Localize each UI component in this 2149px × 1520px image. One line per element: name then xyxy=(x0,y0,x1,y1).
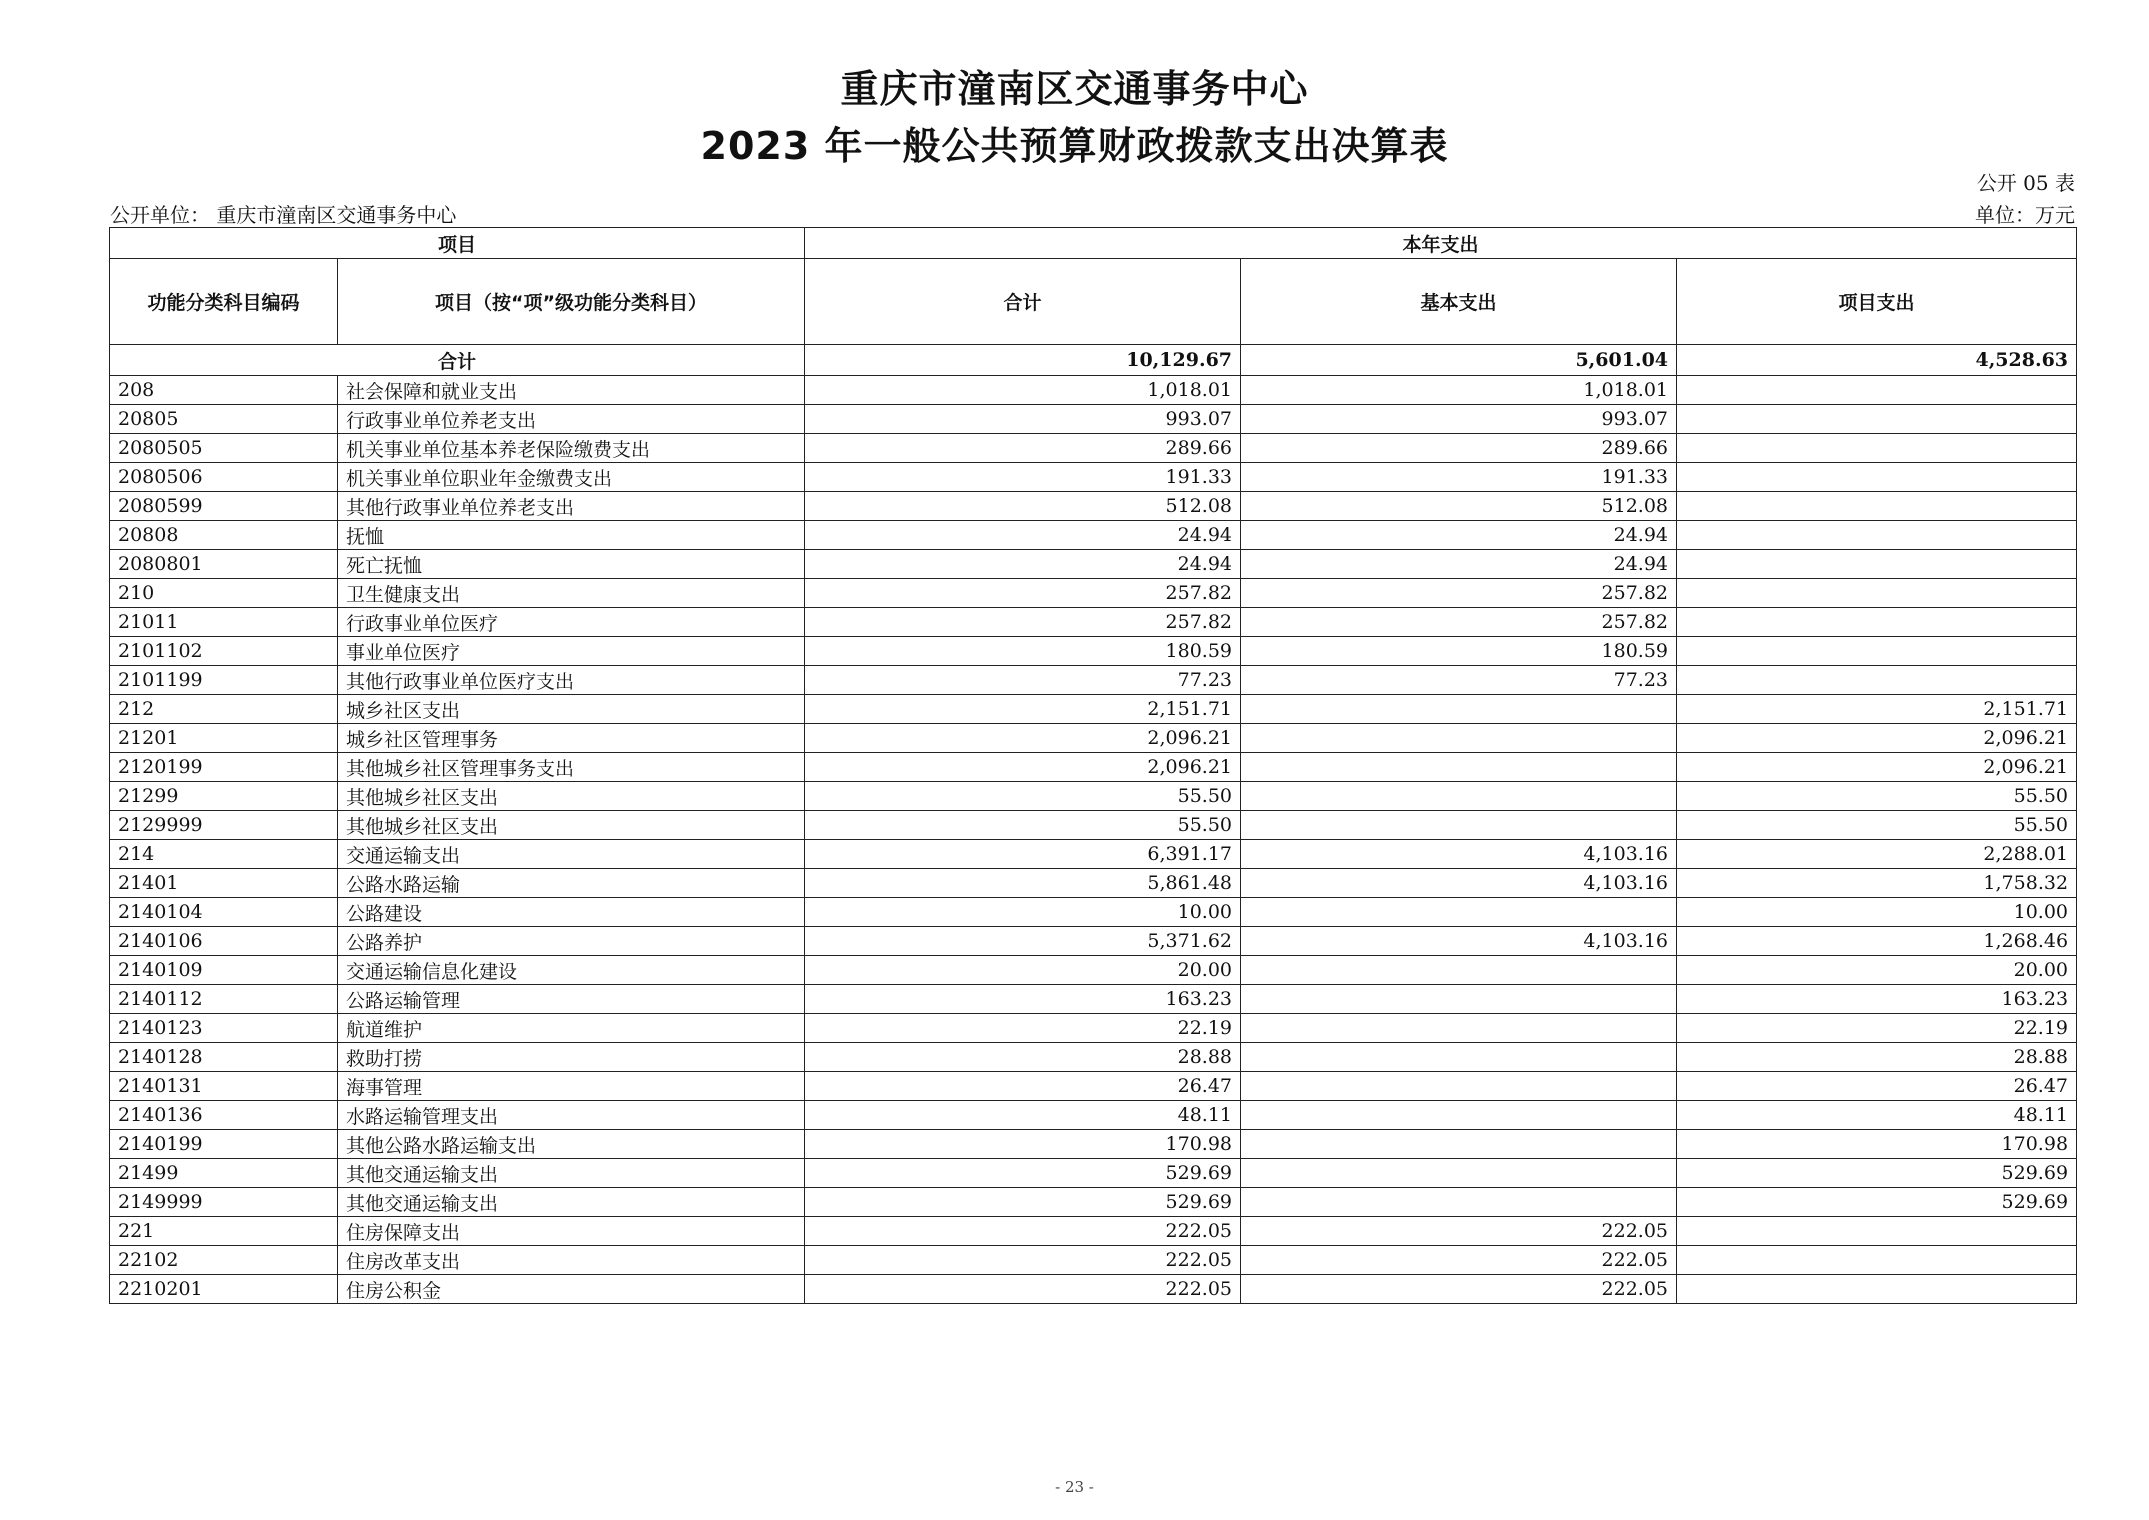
row-total: 222.05 xyxy=(805,1217,1241,1246)
row-name: 水路运输管理支出 xyxy=(338,1101,805,1130)
row-basic xyxy=(1241,695,1677,724)
header-basic: 基本支出 xyxy=(1241,259,1677,345)
header-code: 功能分类科目编码 xyxy=(110,259,338,345)
row-basic: 4,103.16 xyxy=(1241,927,1677,956)
row-basic: 993.07 xyxy=(1241,405,1677,434)
row-name: 行政事业单位养老支出 xyxy=(338,405,805,434)
row-code: 2140104 xyxy=(110,898,338,927)
row-total: 24.94 xyxy=(805,550,1241,579)
row-basic: 222.05 xyxy=(1241,1246,1677,1275)
row-project xyxy=(1677,434,2077,463)
row-basic: 257.82 xyxy=(1241,579,1677,608)
row-code: 2140136 xyxy=(110,1101,338,1130)
row-code: 2149999 xyxy=(110,1188,338,1217)
row-total: 5,371.62 xyxy=(805,927,1241,956)
row-code: 221 xyxy=(110,1217,338,1246)
table-row xyxy=(110,550,2077,579)
table-row xyxy=(110,608,2077,637)
table-row xyxy=(110,376,2077,405)
row-total: 55.50 xyxy=(805,811,1241,840)
row-basic xyxy=(1241,782,1677,811)
row-total: 993.07 xyxy=(805,405,1241,434)
table-row xyxy=(110,1188,2077,1217)
row-project: 48.11 xyxy=(1677,1101,2077,1130)
row-name: 公路运输管理 xyxy=(338,985,805,1014)
row-total: 22.19 xyxy=(805,1014,1241,1043)
row-name: 救助打捞 xyxy=(338,1043,805,1072)
row-project: 26.47 xyxy=(1677,1072,2077,1101)
row-total: 180.59 xyxy=(805,637,1241,666)
row-project xyxy=(1677,1217,2077,1246)
row-total: 26.47 xyxy=(805,1072,1241,1101)
row-total: 257.82 xyxy=(805,608,1241,637)
row-basic xyxy=(1241,1101,1677,1130)
row-code: 214 xyxy=(110,840,338,869)
row-code: 21499 xyxy=(110,1159,338,1188)
row-code: 2080505 xyxy=(110,434,338,463)
row-code: 21401 xyxy=(110,869,338,898)
row-project xyxy=(1677,1246,2077,1275)
row-project: 55.50 xyxy=(1677,811,2077,840)
header-total: 合计 xyxy=(805,259,1241,345)
row-total: 222.05 xyxy=(805,1246,1241,1275)
row-project: 1,758.32 xyxy=(1677,869,2077,898)
row-name: 交通运输支出 xyxy=(338,840,805,869)
row-project xyxy=(1677,1275,2077,1304)
row-project xyxy=(1677,666,2077,695)
row-basic: 512.08 xyxy=(1241,492,1677,521)
row-basic xyxy=(1241,1188,1677,1217)
table-row xyxy=(110,811,2077,840)
table-row xyxy=(110,753,2077,782)
row-name: 抚恤 xyxy=(338,521,805,550)
row-name: 其他城乡社区支出 xyxy=(338,782,805,811)
row-total: 512.08 xyxy=(805,492,1241,521)
row-name: 住房公积金 xyxy=(338,1275,805,1304)
row-basic: 77.23 xyxy=(1241,666,1677,695)
row-name: 机关事业单位基本养老保险缴费支出 xyxy=(338,434,805,463)
row-code: 2080599 xyxy=(110,492,338,521)
header-name: 项目（按“项”级功能分类科目） xyxy=(338,259,805,345)
row-name: 住房改革支出 xyxy=(338,1246,805,1275)
row-code: 22102 xyxy=(110,1246,338,1275)
row-project: 2,151.71 xyxy=(1677,695,2077,724)
row-basic xyxy=(1241,1072,1677,1101)
table-row xyxy=(110,985,2077,1014)
row-name: 公路水路运输 xyxy=(338,869,805,898)
row-total: 20.00 xyxy=(805,956,1241,985)
header-project: 项目 xyxy=(110,228,805,259)
row-basic xyxy=(1241,985,1677,1014)
row-project: 1,268.46 xyxy=(1677,927,2077,956)
table-row xyxy=(110,637,2077,666)
row-total: 10.00 xyxy=(805,898,1241,927)
row-basic: 191.33 xyxy=(1241,463,1677,492)
row-name: 其他交通运输支出 xyxy=(338,1159,805,1188)
row-total: 48.11 xyxy=(805,1101,1241,1130)
publishing-unit: 公开单位： 重庆市潼南区交通事务中心 xyxy=(110,203,457,227)
row-name: 城乡社区支出 xyxy=(338,695,805,724)
table-row xyxy=(110,1072,2077,1101)
row-total: 289.66 xyxy=(805,434,1241,463)
table-row xyxy=(110,1217,2077,1246)
page-number: - 23 - xyxy=(1055,1478,1094,1496)
table-number: 公开 05 表 xyxy=(1976,171,2075,195)
row-name: 公路建设 xyxy=(338,898,805,927)
row-code: 2101102 xyxy=(110,637,338,666)
row-code: 210 xyxy=(110,579,338,608)
row-code: 208 xyxy=(110,376,338,405)
row-code: 2140128 xyxy=(110,1043,338,1072)
total-basic: 5,601.04 xyxy=(1241,345,1677,376)
table-row xyxy=(110,724,2077,753)
row-code: 2080801 xyxy=(110,550,338,579)
total-project: 4,528.63 xyxy=(1677,345,2077,376)
row-name: 机关事业单位职业年金缴费支出 xyxy=(338,463,805,492)
row-basic: 180.59 xyxy=(1241,637,1677,666)
row-name: 公路养护 xyxy=(338,927,805,956)
row-project xyxy=(1677,579,2077,608)
row-total: 222.05 xyxy=(805,1275,1241,1304)
table-row xyxy=(110,1130,2077,1159)
table-row xyxy=(110,1246,2077,1275)
row-basic xyxy=(1241,1043,1677,1072)
row-basic xyxy=(1241,898,1677,927)
row-total: 529.69 xyxy=(805,1188,1241,1217)
row-code: 2120199 xyxy=(110,753,338,782)
table-row xyxy=(110,898,2077,927)
row-code: 20805 xyxy=(110,405,338,434)
row-project: 163.23 xyxy=(1677,985,2077,1014)
header-current-year: 本年支出 xyxy=(805,228,2077,259)
total-label: 合计 xyxy=(110,345,805,376)
row-total: 529.69 xyxy=(805,1159,1241,1188)
row-basic: 4,103.16 xyxy=(1241,869,1677,898)
row-total: 5,861.48 xyxy=(805,869,1241,898)
row-name: 死亡抚恤 xyxy=(338,550,805,579)
table-row xyxy=(110,695,2077,724)
row-code: 21011 xyxy=(110,608,338,637)
row-basic: 257.82 xyxy=(1241,608,1677,637)
row-basic: 24.94 xyxy=(1241,550,1677,579)
table-row xyxy=(110,782,2077,811)
row-name: 事业单位医疗 xyxy=(338,637,805,666)
header-project-expense: 项目支出 xyxy=(1677,259,2077,345)
row-project xyxy=(1677,521,2077,550)
table-row xyxy=(110,492,2077,521)
row-total: 170.98 xyxy=(805,1130,1241,1159)
total-row xyxy=(110,345,2077,376)
row-code: 2210201 xyxy=(110,1275,338,1304)
row-total: 257.82 xyxy=(805,579,1241,608)
row-total: 6,391.17 xyxy=(805,840,1241,869)
row-code: 2129999 xyxy=(110,811,338,840)
row-total: 163.23 xyxy=(805,985,1241,1014)
row-basic: 222.05 xyxy=(1241,1217,1677,1246)
table-row xyxy=(110,579,2077,608)
row-basic: 4,103.16 xyxy=(1241,840,1677,869)
row-project: 20.00 xyxy=(1677,956,2077,985)
row-code: 21201 xyxy=(110,724,338,753)
row-code: 212 xyxy=(110,695,338,724)
table-row xyxy=(110,666,2077,695)
row-project xyxy=(1677,463,2077,492)
table-row xyxy=(110,840,2077,869)
row-name: 其他交通运输支出 xyxy=(338,1188,805,1217)
row-total: 2,096.21 xyxy=(805,724,1241,753)
row-name: 其他城乡社区管理事务支出 xyxy=(338,753,805,782)
row-project: 28.88 xyxy=(1677,1043,2077,1072)
row-code: 20808 xyxy=(110,521,338,550)
table-row xyxy=(110,521,2077,550)
row-basic xyxy=(1241,956,1677,985)
row-name: 行政事业单位医疗 xyxy=(338,608,805,637)
row-project xyxy=(1677,492,2077,521)
total-sum: 10,129.67 xyxy=(805,345,1241,376)
row-name: 卫生健康支出 xyxy=(338,579,805,608)
row-code: 2080506 xyxy=(110,463,338,492)
row-project xyxy=(1677,405,2077,434)
table-row xyxy=(110,405,2077,434)
row-name: 航道维护 xyxy=(338,1014,805,1043)
row-basic xyxy=(1241,753,1677,782)
table-row xyxy=(110,956,2077,985)
expenditure-table xyxy=(109,227,2077,1304)
row-basic xyxy=(1241,1014,1677,1043)
row-project xyxy=(1677,376,2077,405)
row-project: 2,288.01 xyxy=(1677,840,2077,869)
row-total: 24.94 xyxy=(805,521,1241,550)
table-row xyxy=(110,1159,2077,1188)
row-code: 2101199 xyxy=(110,666,338,695)
table-row xyxy=(110,434,2077,463)
row-project: 2,096.21 xyxy=(1677,724,2077,753)
table-row xyxy=(110,869,2077,898)
table-row xyxy=(110,1275,2077,1304)
row-code: 2140123 xyxy=(110,1014,338,1043)
row-name: 其他城乡社区支出 xyxy=(338,811,805,840)
row-project: 2,096.21 xyxy=(1677,753,2077,782)
row-total: 191.33 xyxy=(805,463,1241,492)
row-code: 21299 xyxy=(110,782,338,811)
row-basic: 24.94 xyxy=(1241,521,1677,550)
table-row xyxy=(110,927,2077,956)
row-total: 55.50 xyxy=(805,782,1241,811)
row-project: 170.98 xyxy=(1677,1130,2077,1159)
row-total: 28.88 xyxy=(805,1043,1241,1072)
table-row xyxy=(110,1101,2077,1130)
row-basic xyxy=(1241,724,1677,753)
row-total: 2,096.21 xyxy=(805,753,1241,782)
row-name: 其他行政事业单位医疗支出 xyxy=(338,666,805,695)
row-project xyxy=(1677,608,2077,637)
table-row xyxy=(110,463,2077,492)
row-name: 城乡社区管理事务 xyxy=(338,724,805,753)
row-name: 社会保障和就业支出 xyxy=(338,376,805,405)
row-name: 交通运输信息化建设 xyxy=(338,956,805,985)
row-project: 55.50 xyxy=(1677,782,2077,811)
row-name: 其他公路水路运输支出 xyxy=(338,1130,805,1159)
row-basic xyxy=(1241,811,1677,840)
row-code: 2140112 xyxy=(110,985,338,1014)
table-row xyxy=(110,1014,2077,1043)
row-code: 2140131 xyxy=(110,1072,338,1101)
row-name: 海事管理 xyxy=(338,1072,805,1101)
row-code: 2140106 xyxy=(110,927,338,956)
report-title-line2: 2023 年一般公共预算财政拨款支出决算表 xyxy=(700,124,1449,168)
row-name: 住房保障支出 xyxy=(338,1217,805,1246)
unit-label: 单位：万元 xyxy=(1975,203,2075,227)
row-basic: 1,018.01 xyxy=(1241,376,1677,405)
row-total: 2,151.71 xyxy=(805,695,1241,724)
row-basic xyxy=(1241,1130,1677,1159)
row-basic xyxy=(1241,1159,1677,1188)
row-code: 2140199 xyxy=(110,1130,338,1159)
row-basic: 222.05 xyxy=(1241,1275,1677,1304)
table-row xyxy=(110,1043,2077,1072)
row-project: 529.69 xyxy=(1677,1159,2077,1188)
row-total: 77.23 xyxy=(805,666,1241,695)
row-project: 22.19 xyxy=(1677,1014,2077,1043)
row-project: 529.69 xyxy=(1677,1188,2077,1217)
row-project: 10.00 xyxy=(1677,898,2077,927)
row-project xyxy=(1677,550,2077,579)
row-basic: 289.66 xyxy=(1241,434,1677,463)
row-project xyxy=(1677,637,2077,666)
report-title-line1: 重庆市潼南区交通事务中心 xyxy=(840,67,1309,111)
row-name: 其他行政事业单位养老支出 xyxy=(338,492,805,521)
row-code: 2140109 xyxy=(110,956,338,985)
row-total: 1,018.01 xyxy=(805,376,1241,405)
